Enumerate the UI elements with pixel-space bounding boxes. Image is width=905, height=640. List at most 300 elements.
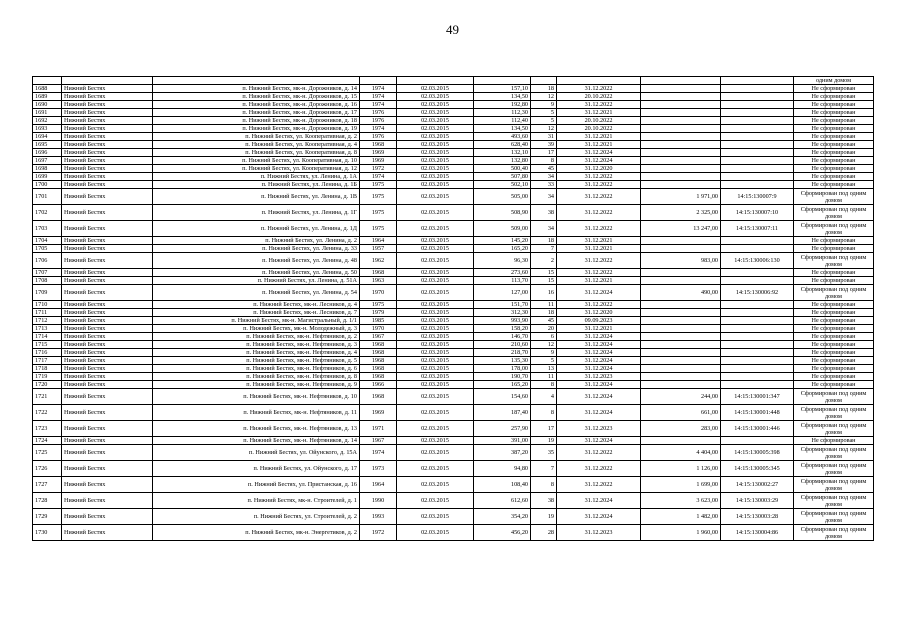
cell-settlement: Нижний Бестях xyxy=(62,317,153,325)
cell-row-number: 1729 xyxy=(33,509,62,525)
cell-registry-date: 02.03.2015 xyxy=(397,109,474,117)
continuation-cell-year-built xyxy=(360,77,397,85)
cell-cadastral-number xyxy=(721,381,794,389)
cell-land-area xyxy=(641,245,721,253)
cell-settlement: Нижний Бестях xyxy=(62,189,153,205)
cell-registry-date: 02.03.2015 xyxy=(397,117,474,125)
cell-settlement: Нижний Бестях xyxy=(62,133,153,141)
cell-registry-date: 02.03.2015 xyxy=(397,357,474,365)
cell-residents: 9 xyxy=(531,349,557,357)
cell-row-number: 1723 xyxy=(33,421,62,437)
cell-registry-date: 02.03.2015 xyxy=(397,325,474,333)
cell-area: 993,90 xyxy=(474,317,531,325)
cell-residents: 7 xyxy=(531,245,557,253)
cell-row-number: 1696 xyxy=(33,149,62,157)
cell-cadastral-number: 14:15:130002:27 xyxy=(721,477,794,493)
cell-registry-date: 02.03.2015 xyxy=(397,421,474,437)
cell-residents: 12 xyxy=(531,125,557,133)
cell-address: п. Нижний Бестях, ул. Кооперативная, д. 12 xyxy=(153,165,360,173)
table-row xyxy=(33,149,874,157)
cell-cadastral-number xyxy=(721,301,794,309)
cell-row-number: 1697 xyxy=(33,157,62,165)
cell-area: 146,70 xyxy=(474,333,531,341)
cell-area: 135,30 xyxy=(474,357,531,365)
table-row xyxy=(33,181,874,189)
cell-row-number: 1717 xyxy=(33,357,62,365)
cell-registry-date: 02.03.2015 xyxy=(397,525,474,541)
cell-year-built: 1967 xyxy=(360,333,397,341)
table-row xyxy=(33,333,874,341)
cell-cadastral-number xyxy=(721,437,794,445)
cell-year-built: 1976 xyxy=(360,109,397,117)
cell-land-status: Сформирован под одним домом xyxy=(794,221,874,237)
cell-settlement: Нижний Бестях xyxy=(62,237,153,245)
cell-cadastral-number xyxy=(721,93,794,101)
cell-land-area: 3 623,00 xyxy=(641,493,721,509)
cell-residents: 12 xyxy=(531,93,557,101)
cell-land-status: Сформирован под одним домом xyxy=(794,285,874,301)
table-row xyxy=(33,117,874,125)
cell-land-status: Не сформирован xyxy=(794,149,874,157)
table-row xyxy=(33,85,874,93)
cell-address: п. Нижний Бестях, ул. Ленина, д. 51А xyxy=(153,277,360,285)
cell-registry-date: 02.03.2015 xyxy=(397,477,474,493)
cell-deadline: 31.12.2021 xyxy=(557,133,641,141)
cell-settlement: Нижний Бестях xyxy=(62,205,153,221)
cell-year-built: 1974 xyxy=(360,93,397,101)
page-number: 49 xyxy=(446,22,459,37)
cell-settlement: Нижний Бестях xyxy=(62,285,153,301)
cell-cadastral-number: 14:15:130001:446 xyxy=(721,421,794,437)
continuation-cell-land-area xyxy=(641,77,721,85)
table-row xyxy=(33,357,874,365)
cell-residents: 7 xyxy=(531,461,557,477)
cell-address: п. Нижний Бестях, ул. Ленина, д. 48 xyxy=(153,253,360,269)
cell-residents: 15 xyxy=(531,277,557,285)
cell-land-area xyxy=(641,101,721,109)
cell-land-area: 1 971,00 xyxy=(641,189,721,205)
table-row xyxy=(33,141,874,149)
cell-land-area xyxy=(641,93,721,101)
cell-area: 145,20 xyxy=(474,237,531,245)
cell-settlement: Нижний Бестях xyxy=(62,269,153,277)
cell-land-area: 13 247,00 xyxy=(641,221,721,237)
cell-registry-date: 02.03.2015 xyxy=(397,173,474,181)
cell-deadline: 31.12.2024 xyxy=(557,381,641,389)
cell-address: п. Нижний Бестях, мк-н. Дорожников, д. 14 xyxy=(153,85,360,93)
cell-settlement: Нижний Бестях xyxy=(62,93,153,101)
cell-deadline: 31.12.2023 xyxy=(557,421,641,437)
cell-residents: 34 xyxy=(531,189,557,205)
cell-residents: 9 xyxy=(531,101,557,109)
cell-address: п. Нижний Бестях, ул. Кооперативная, д. 2 xyxy=(153,133,360,141)
cell-area: 94,80 xyxy=(474,461,531,477)
cell-settlement: Нижний Бестях xyxy=(62,333,153,341)
cell-residents: 18 xyxy=(531,85,557,93)
cell-settlement: Нижний Бестях xyxy=(62,509,153,525)
cell-year-built: 1976 xyxy=(360,117,397,125)
cell-land-status: Сформирован под одним домом xyxy=(794,189,874,205)
table-row xyxy=(33,421,874,437)
cell-deadline: 31.12.2024 xyxy=(557,333,641,341)
cell-address: п. Нижний Бестях, ул. Ойунского, д. 17 xyxy=(153,461,360,477)
cell-land-status: Не сформирован xyxy=(794,381,874,389)
cell-settlement: Нижний Бестях xyxy=(62,461,153,477)
cell-year-built: 1968 xyxy=(360,141,397,149)
cell-deadline: 31.12.2022 xyxy=(557,301,641,309)
cell-deadline: 31.12.2024 xyxy=(557,365,641,373)
cell-land-status: Не сформирован xyxy=(794,365,874,373)
table-row xyxy=(33,189,874,205)
cell-year-built: 1979 xyxy=(360,309,397,317)
cell-settlement: Нижний Бестях xyxy=(62,181,153,189)
cell-address: п. Нижний Бестях, ул. Ойунского, д. 15А xyxy=(153,445,360,461)
cell-land-area xyxy=(641,373,721,381)
cell-year-built: 1990 xyxy=(360,493,397,509)
cell-settlement: Нижний Бестях xyxy=(62,221,153,237)
cell-row-number: 1715 xyxy=(33,341,62,349)
cell-land-area xyxy=(641,269,721,277)
cell-deadline: 20.10.2022 xyxy=(557,93,641,101)
cell-settlement: Нижний Бестях xyxy=(62,301,153,309)
cell-year-built: 1975 xyxy=(360,221,397,237)
cell-land-status: Не сформирован xyxy=(794,237,874,245)
cell-year-built: 1968 xyxy=(360,341,397,349)
cell-land-area xyxy=(641,157,721,165)
cell-year-built: 1975 xyxy=(360,181,397,189)
cell-registry-date: 02.03.2015 xyxy=(397,181,474,189)
cell-registry-date: 02.03.2015 xyxy=(397,341,474,349)
cell-settlement: Нижний Бестях xyxy=(62,445,153,461)
table-row xyxy=(33,101,874,109)
cell-address: п. Нижний Бестях, мк-н. Дорожников, д. 17 xyxy=(153,109,360,117)
table-row xyxy=(33,269,874,277)
cell-land-status: Не сформирован xyxy=(794,101,874,109)
cell-cadastral-number: 14:15:130006:92 xyxy=(721,285,794,301)
cell-address: п. Нижний Бестях, мк-н. Дорожников, д. 15 xyxy=(153,93,360,101)
cell-deadline: 31.12.2024 xyxy=(557,149,641,157)
cell-deadline: 31.12.2024 xyxy=(557,405,641,421)
cell-year-built: 1968 xyxy=(360,357,397,365)
cell-land-area xyxy=(641,341,721,349)
cell-land-status: Сформирован под одним домом xyxy=(794,389,874,405)
cell-land-status: Не сформирован xyxy=(794,277,874,285)
cell-address: п. Нижний Бестях, мк-н. Строителей, д. 1 xyxy=(153,493,360,509)
cell-row-number: 1703 xyxy=(33,221,62,237)
cell-area: 187,40 xyxy=(474,405,531,421)
cell-residents: 8 xyxy=(531,405,557,421)
cell-deadline: 31.12.2021 xyxy=(557,325,641,333)
cell-registry-date: 02.03.2015 xyxy=(397,381,474,389)
cell-residents: 20 xyxy=(531,325,557,333)
cell-cadastral-number xyxy=(721,245,794,253)
cell-row-number: 1726 xyxy=(33,461,62,477)
cell-cadastral-number xyxy=(721,85,794,93)
cell-address: п. Нижний Бестях, ул. Ленина, д. 1А xyxy=(153,173,360,181)
cell-land-status: Не сформирован xyxy=(794,109,874,117)
cell-residents: 12 xyxy=(531,341,557,349)
cell-settlement: Нижний Бестях xyxy=(62,253,153,269)
cell-land-status: Сформирован под одним домом xyxy=(794,461,874,477)
table-row xyxy=(33,381,874,389)
cell-registry-date: 02.03.2015 xyxy=(397,309,474,317)
cell-residents: 4 xyxy=(531,389,557,405)
cell-residents: 17 xyxy=(531,421,557,437)
cell-settlement: Нижний Бестях xyxy=(62,325,153,333)
cell-land-area xyxy=(641,277,721,285)
cell-settlement: Нижний Бестях xyxy=(62,349,153,357)
cell-year-built: 1969 xyxy=(360,149,397,157)
cell-area: 493,60 xyxy=(474,133,531,141)
cell-registry-date: 02.03.2015 xyxy=(397,149,474,157)
cell-area: 257,90 xyxy=(474,421,531,437)
cell-address: п. Нижний Бестях, ул. Строителей, д. 2 xyxy=(153,509,360,525)
cell-area: 154,60 xyxy=(474,389,531,405)
table-row xyxy=(33,93,874,101)
cell-row-number: 1706 xyxy=(33,253,62,269)
cell-address: п. Нижний Бестях, ул. Ленина, д. 1Г xyxy=(153,205,360,221)
continuation-cell-settlement xyxy=(62,77,153,85)
cell-land-status: Не сформирован xyxy=(794,93,874,101)
cell-land-status: Сформирован под одним домом xyxy=(794,445,874,461)
table-row xyxy=(33,317,874,325)
cell-cadastral-number xyxy=(721,117,794,125)
cell-year-built: 1966 xyxy=(360,381,397,389)
cell-row-number: 1728 xyxy=(33,493,62,509)
cell-year-built: 1975 xyxy=(360,205,397,221)
cell-land-area xyxy=(641,109,721,117)
cell-row-number: 1712 xyxy=(33,317,62,325)
cell-area: 192,80 xyxy=(474,101,531,109)
cell-row-number: 1694 xyxy=(33,133,62,141)
table-row xyxy=(33,165,874,173)
cell-area: 151,70 xyxy=(474,301,531,309)
cell-deadline: 31.12.2023 xyxy=(557,373,641,381)
cell-deadline: 31.12.2021 xyxy=(557,109,641,117)
cell-area: 387,20 xyxy=(474,445,531,461)
cell-deadline: 31.12.2024 xyxy=(557,437,641,445)
cell-row-number: 1705 xyxy=(33,245,62,253)
table-row xyxy=(33,341,874,349)
cell-land-status: Сформирован под одним домом xyxy=(794,405,874,421)
cell-deadline: 31.12.2023 xyxy=(557,525,641,541)
cell-row-number: 1708 xyxy=(33,277,62,285)
cell-area: 112,30 xyxy=(474,109,531,117)
cell-cadastral-number xyxy=(721,149,794,157)
cell-land-area xyxy=(641,333,721,341)
cell-row-number: 1720 xyxy=(33,381,62,389)
continuation-cell-row-number xyxy=(33,77,62,85)
cell-residents: 5 xyxy=(531,109,557,117)
cell-land-status: Сформирован под одним домом xyxy=(794,421,874,437)
cell-area: 508,90 xyxy=(474,205,531,221)
cell-settlement: Нижний Бестях xyxy=(62,389,153,405)
cell-land-status: Не сформирован xyxy=(794,317,874,325)
continuation-cell-registry-date xyxy=(397,77,474,85)
cell-year-built: 1974 xyxy=(360,85,397,93)
cell-registry-date: 02.03.2015 xyxy=(397,277,474,285)
cell-row-number: 1716 xyxy=(33,349,62,357)
cell-land-area: 4 404,00 xyxy=(641,445,721,461)
cell-land-area xyxy=(641,365,721,373)
cell-deadline: 20.10.2022 xyxy=(557,117,641,125)
cell-residents: 28 xyxy=(531,525,557,541)
cell-land-area xyxy=(641,237,721,245)
cell-cadastral-number xyxy=(721,373,794,381)
cell-address: п. Нижний Бестях, ул. Ленина, д. 1Б xyxy=(153,181,360,189)
cell-address: п. Нижний Бестях, мк-н. Нефтяников, д. 8 xyxy=(153,373,360,381)
table-row xyxy=(33,461,874,477)
cell-row-number: 1691 xyxy=(33,109,62,117)
cell-address: п. Нижний Бестях, мк-н. Нефтяников, д. 11 xyxy=(153,405,360,421)
cell-year-built: 1968 xyxy=(360,389,397,405)
cell-land-status: Не сформирован xyxy=(794,85,874,93)
cell-land-status: Не сформирован xyxy=(794,309,874,317)
cell-area: 354,20 xyxy=(474,509,531,525)
cell-registry-date: 02.03.2015 xyxy=(397,389,474,405)
cell-residents: 38 xyxy=(531,205,557,221)
cell-settlement: Нижний Бестях xyxy=(62,173,153,181)
table-row xyxy=(33,133,874,141)
cell-deadline: 09.09.2023 xyxy=(557,317,641,325)
continuation-cell-residents xyxy=(531,77,557,85)
cell-residents: 39 xyxy=(531,141,557,149)
cell-registry-date: 02.03.2015 xyxy=(397,157,474,165)
cell-deadline: 31.12.2022 xyxy=(557,477,641,493)
cell-year-built: 1962 xyxy=(360,253,397,269)
cell-land-area: 1 699,00 xyxy=(641,477,721,493)
cell-deadline: 31.12.2024 xyxy=(557,157,641,165)
cell-deadline: 31.12.2022 xyxy=(557,253,641,269)
cell-settlement: Нижний Бестях xyxy=(62,341,153,349)
cell-registry-date: 02.03.2015 xyxy=(397,365,474,373)
table-row xyxy=(33,285,874,301)
cell-cadastral-number xyxy=(721,357,794,365)
table-row xyxy=(33,325,874,333)
table-row xyxy=(33,445,874,461)
cell-land-status: Не сформирован xyxy=(794,333,874,341)
cell-area: 456,20 xyxy=(474,525,531,541)
cell-deadline: 31.12.2021 xyxy=(557,245,641,253)
cell-area: 628,40 xyxy=(474,141,531,149)
cell-settlement: Нижний Бестях xyxy=(62,309,153,317)
cell-year-built: 1963 xyxy=(360,277,397,285)
cell-settlement: Нижний Бестях xyxy=(62,421,153,437)
cell-land-status: Не сформирован xyxy=(794,349,874,357)
cell-residents: 6 xyxy=(531,333,557,341)
cell-year-built: 1969 xyxy=(360,157,397,165)
cell-residents: 33 xyxy=(531,181,557,189)
cell-land-status: Не сформирован xyxy=(794,325,874,333)
cell-address: п. Нижний Бестях, ул. Ленина, д. 2 xyxy=(153,237,360,245)
cell-settlement: Нижний Бестях xyxy=(62,525,153,541)
cell-settlement: Нижний Бестях xyxy=(62,437,153,445)
cell-deadline: 31.12.2021 xyxy=(557,277,641,285)
cell-row-number: 1700 xyxy=(33,181,62,189)
cell-row-number: 1699 xyxy=(33,173,62,181)
cell-area: 112,40 xyxy=(474,117,531,125)
cell-row-number: 1690 xyxy=(33,101,62,109)
continuation-cell-address xyxy=(153,77,360,85)
cell-address: п. Нижний Бестях, мк-н. Энергетиков, д. 2 xyxy=(153,525,360,541)
cell-address: п. Нижний Бестях, мк-н. Нефтяников, д. 5 xyxy=(153,357,360,365)
cell-residents: 34 xyxy=(531,173,557,181)
cell-registry-date: 02.03.2015 xyxy=(397,285,474,301)
cell-deadline: 20.10.2022 xyxy=(557,125,641,133)
cell-year-built: 1970 xyxy=(360,325,397,333)
cell-row-number: 1709 xyxy=(33,285,62,301)
cell-residents: 35 xyxy=(531,445,557,461)
cell-residents: 15 xyxy=(531,269,557,277)
housing-registry-table xyxy=(32,76,874,541)
cell-row-number: 1693 xyxy=(33,125,62,133)
cell-cadastral-number: 14:15:130001:448 xyxy=(721,405,794,421)
cell-land-area: 2 325,00 xyxy=(641,205,721,221)
cell-deadline: 31.12.2024 xyxy=(557,389,641,405)
cell-row-number: 1692 xyxy=(33,117,62,125)
cell-cadastral-number xyxy=(721,109,794,117)
cell-land-status: Сформирован под одним домом xyxy=(794,205,874,221)
cell-residents: 8 xyxy=(531,381,557,389)
cell-row-number: 1722 xyxy=(33,405,62,421)
cell-address: п. Нижний Бестях, ул. Ленина, д. 50 xyxy=(153,269,360,277)
cell-area: 391,00 xyxy=(474,437,531,445)
cell-year-built: 1993 xyxy=(360,509,397,525)
cell-cadastral-number xyxy=(721,333,794,341)
cell-row-number: 1727 xyxy=(33,477,62,493)
cell-cadastral-number xyxy=(721,165,794,173)
cell-row-number: 1689 xyxy=(33,93,62,101)
cell-row-number: 1721 xyxy=(33,389,62,405)
cell-settlement: Нижний Бестях xyxy=(62,125,153,133)
cell-cadastral-number xyxy=(721,325,794,333)
cell-address: п. Нижний Бестях, мк-н. Нефтяников, д. 14 xyxy=(153,437,360,445)
cell-land-area xyxy=(641,349,721,357)
cell-area: 96,30 xyxy=(474,253,531,269)
cell-settlement: Нижний Бестях xyxy=(62,277,153,285)
cell-area: 218,70 xyxy=(474,349,531,357)
cell-land-area xyxy=(641,309,721,317)
cell-address: п. Нижний Бестях, мк-н. Лесников, д. 7 xyxy=(153,309,360,317)
cell-settlement: Нижний Бестях xyxy=(62,381,153,389)
cell-area: 134,50 xyxy=(474,93,531,101)
cell-land-status: Сформирован под одним домом xyxy=(794,477,874,493)
cell-address: п. Нижний Бестях, ул. Ленина, д. 54 xyxy=(153,285,360,301)
cell-registry-date: 02.03.2015 xyxy=(397,301,474,309)
cell-year-built: 1974 xyxy=(360,445,397,461)
cell-residents: 5 xyxy=(531,117,557,125)
cell-row-number: 1695 xyxy=(33,141,62,149)
table-row xyxy=(33,173,874,181)
cell-cadastral-number: 14:15:130005:398 xyxy=(721,445,794,461)
cell-settlement: Нижний Бестях xyxy=(62,493,153,509)
table-row xyxy=(33,301,874,309)
cell-settlement: Нижний Бестях xyxy=(62,85,153,93)
cell-deadline: 31.12.2020 xyxy=(557,309,641,317)
cell-registry-date: 02.03.2015 xyxy=(397,461,474,477)
cell-cadastral-number xyxy=(721,173,794,181)
continuation-cell-land-status: одним домом xyxy=(794,77,874,85)
cell-land-area xyxy=(641,125,721,133)
cell-land-area xyxy=(641,173,721,181)
cell-settlement: Нижний Бестях xyxy=(62,245,153,253)
cell-address: п. Нижний Бестях, мк-н. Нефтяников, д. 2 xyxy=(153,333,360,341)
table-row xyxy=(33,125,874,133)
cell-address: п. Нижний Бестях, ул. Кооперативная, д. 4 xyxy=(153,141,360,149)
cell-area: 132,80 xyxy=(474,157,531,165)
cell-land-area xyxy=(641,325,721,333)
cell-year-built: 1974 xyxy=(360,125,397,133)
